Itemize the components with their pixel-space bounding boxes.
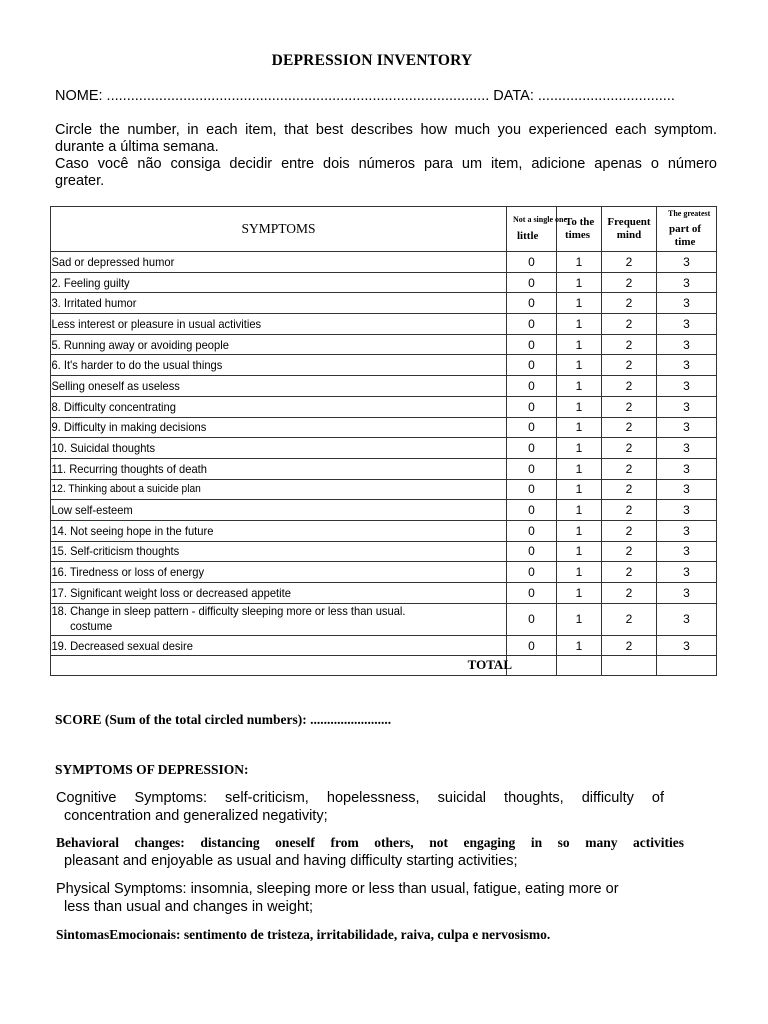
score-option-3[interactable]: 3 [657,314,717,335]
score-option-0[interactable]: 0 [507,458,557,479]
score-option-2[interactable]: 2 [602,520,657,541]
score-option-0[interactable]: 0 [507,635,557,656]
symptoms-column-header: SYMPTOMS [51,207,507,252]
score-option-1[interactable]: 1 [557,562,602,583]
column-header-1 [557,207,602,252]
instructions [55,122,717,190]
bullet-emotional [44,926,684,944]
table-row [51,438,717,459]
symptom-label: 14. Not seeing hope in the future [51,520,475,541]
total-cell-2[interactable] [602,656,657,676]
table-row [51,293,717,314]
score-option-1[interactable]: 1 [557,334,602,355]
symptom-label: 5. Running away or avoiding people [51,334,475,355]
total-cell-0[interactable] [507,656,557,676]
score-option-0[interactable]: 0 [507,541,557,562]
table-row [51,562,717,583]
page-title: DEPRESSION INVENTORY [271,52,473,69]
table-row [51,396,717,417]
table-row [51,252,717,273]
score-option-2[interactable]: 2 [602,562,657,583]
symptom-label: 10. Suicidal thoughts [51,438,475,459]
score-option-3[interactable]: 3 [657,355,717,376]
instruction-line-3: Caso você não consiga decidir entre dois números para um item, adicione apenas o número [55,156,717,172]
score-option-3[interactable]: 3 [657,458,717,479]
score-option-0[interactable]: 0 [507,355,557,376]
score-option-0[interactable]: 0 [507,603,557,635]
score-option-3[interactable]: 3 [657,272,717,293]
score-option-3[interactable]: 3 [657,396,717,417]
symptoms-of-depression-title: SYMPTOMS OF DEPRESSION: [55,762,249,777]
total-row [51,656,717,676]
symptom-label: 11. Recurring thoughts of death [51,458,475,479]
score-option-2[interactable]: 2 [602,376,657,397]
bullet-cognitive [44,789,684,825]
col0-main-label: little [517,230,539,242]
score-option-3[interactable]: 3 [657,479,717,500]
score-option-1[interactable]: 1 [557,355,602,376]
score-option-0[interactable]: 0 [507,562,557,583]
score-option-3[interactable]: 3 [657,603,717,635]
score-option-1[interactable]: 1 [557,635,602,656]
score-option-2[interactable]: 2 [602,417,657,438]
score-option-2[interactable]: 2 [602,334,657,355]
score-option-1[interactable]: 1 [557,396,602,417]
column-header-0 [507,207,567,252]
total-label-cell [51,656,512,676]
symptom-label: Sad or depressed humor [51,252,475,273]
column-header-2 [602,207,657,252]
table-row [51,314,717,335]
instruction-line-1: Circle the number, in each item, that best describes how much you experienced each symptom. [55,122,717,138]
score-option-1[interactable]: 1 [557,293,602,314]
symptom-label: 8. Difficulty concentrating [51,396,475,417]
instruction-line-2: durante a última semana. [55,139,219,155]
score-option-1[interactable]: 1 [557,500,602,521]
score-option-2[interactable]: 2 [602,438,657,459]
bullet-line: concentration and generalized negativity; [64,808,328,824]
score-option-0[interactable]: 0 [507,376,557,397]
table-row [51,520,717,541]
score-option-1[interactable]: 1 [557,458,602,479]
table-row [51,376,717,397]
score-option-0[interactable]: 0 [507,520,557,541]
score-option-3[interactable]: 3 [657,417,717,438]
score-option-1[interactable]: 1 [557,603,602,635]
col2-main-label: Frequent mind [607,216,651,241]
score-option-2[interactable]: 2 [602,272,657,293]
score-option-3[interactable]: 3 [657,635,717,656]
score-option-2[interactable]: 2 [602,583,657,604]
table-row [51,541,717,562]
score-option-0[interactable]: 0 [507,438,557,459]
symptom-label: 9. Difficulty in making decisions [51,417,475,438]
symptoms-table-body [51,252,717,656]
symptom-label: 17. Significant weight loss or decreased appetite [51,583,475,604]
symptom-label: 2. Feeling guilty [51,272,475,293]
score-option-0[interactable]: 0 [507,252,557,273]
table-row [51,635,717,656]
col3-main-label: part of time [668,223,702,248]
score-option-0[interactable]: 0 [507,334,557,355]
table-row [51,458,717,479]
score-option-1[interactable]: 1 [557,376,602,397]
symptom-label: 3. Irritated humor [51,293,475,314]
score-option-3[interactable]: 3 [657,541,717,562]
table-row [51,417,717,438]
score-option-1[interactable]: 1 [557,520,602,541]
symptoms-table [50,206,717,676]
score-option-1[interactable]: 1 [557,541,602,562]
score-option-1[interactable]: 1 [557,583,602,604]
symptom-label: 6. It's harder to do the usual things [51,355,475,376]
bullet-line: pleasant and enjoyable as usual and having difficulty starting activities; [64,853,518,869]
score-option-3[interactable]: 3 [657,520,717,541]
score-option-1[interactable]: 1 [557,314,602,335]
score-option-2[interactable]: 2 [602,355,657,376]
table-row [51,603,717,635]
symptom-label: Less interest or pleasure in usual activities [51,314,475,335]
score-option-2[interactable]: 2 [602,635,657,656]
instruction-line-4: greater. [55,173,105,189]
name-date-line: NOME: ............................................................................................... DATA: .................................. [55,88,675,104]
symptom-label: Selling oneself as useless [51,376,475,397]
score-option-1[interactable]: 1 [557,252,602,273]
symptom-label: 19. Decreased sexual desire [51,635,475,656]
table-row [51,355,717,376]
symptom-label: 12. Thinking about a suicide plan [51,479,475,500]
score-option-0[interactable]: 0 [507,500,557,521]
symptom-label: 18. Change in sleep pattern - difficulty sleeping more or less than usual. costume [51,603,475,635]
score-option-3[interactable]: 3 [657,562,717,583]
bullet-physical [44,880,684,916]
score-option-3[interactable]: 3 [657,252,717,273]
score-option-2[interactable]: 2 [602,252,657,273]
score-option-3[interactable]: 3 [657,334,717,355]
score-option-3[interactable]: 3 [657,583,717,604]
score-option-1[interactable]: 1 [557,438,602,459]
bullet-line: SintomasEmocionais: sentimento de tristeza, irritabilidade, raiva, culpa e nervosismo. [56,927,551,942]
score-option-2[interactable]: 2 [602,603,657,635]
score-option-2[interactable]: 2 [602,293,657,314]
score-option-2[interactable]: 2 [602,479,657,500]
score-line: SCORE (Sum of the total circled numbers): ........................ [55,712,392,727]
column-header-3 [657,207,717,252]
score-option-0[interactable]: 0 [507,479,557,500]
table-row [51,500,717,521]
symptom-label: 16. Tiredness or loss of energy [51,562,475,583]
score-option-1[interactable]: 1 [557,479,602,500]
total-cell-3[interactable] [657,656,717,676]
score-option-0[interactable]: 0 [507,293,557,314]
col1-main-label: To the times [565,216,595,241]
score-option-2[interactable]: 2 [602,500,657,521]
score-option-3[interactable]: 3 [657,500,717,521]
score-option-1[interactable]: 1 [557,417,602,438]
total-label: TOTAL [467,657,512,673]
score-option-3[interactable]: 3 [657,293,717,314]
score-option-0[interactable]: 0 [507,583,557,604]
score-option-3[interactable]: 3 [657,376,717,397]
table-row [51,272,717,293]
bullet-line: less than usual and changes in weight; [64,899,314,915]
score-option-0[interactable]: 0 [507,272,557,293]
col3-tiny-label: The greatest [668,209,711,218]
score-option-2[interactable]: 2 [602,396,657,417]
total-cell-1[interactable] [557,656,602,676]
symptom-label: Low self-esteem [51,500,475,521]
table-row [51,334,717,355]
score-option-3[interactable]: 3 [657,438,717,459]
symptom-label: 15. Self-criticism thoughts [51,541,475,562]
score-option-2[interactable]: 2 [602,458,657,479]
col0-tiny-label: Not a single one [513,215,567,224]
bullet-behavioral [44,834,684,870]
score-option-1[interactable]: 1 [557,272,602,293]
score-option-0[interactable]: 0 [507,396,557,417]
table-row [51,479,717,500]
bullet-line: Physical Symptoms: insomnia, sleeping more or less than usual, fatigue, eating more or [56,881,619,897]
bullet-line: Behavioral changes: distancing oneself from others, not engaging in so many activities [56,835,684,850]
score-option-2[interactable]: 2 [602,541,657,562]
bullet-line: Cognitive Symptoms: self-criticism, hopelessness, suicidal thoughts, difficulty of [56,790,664,806]
score-option-2[interactable]: 2 [602,314,657,335]
score-option-0[interactable]: 0 [507,314,557,335]
table-row [51,583,717,604]
table-header-row [51,207,717,252]
score-option-0[interactable]: 0 [507,417,557,438]
